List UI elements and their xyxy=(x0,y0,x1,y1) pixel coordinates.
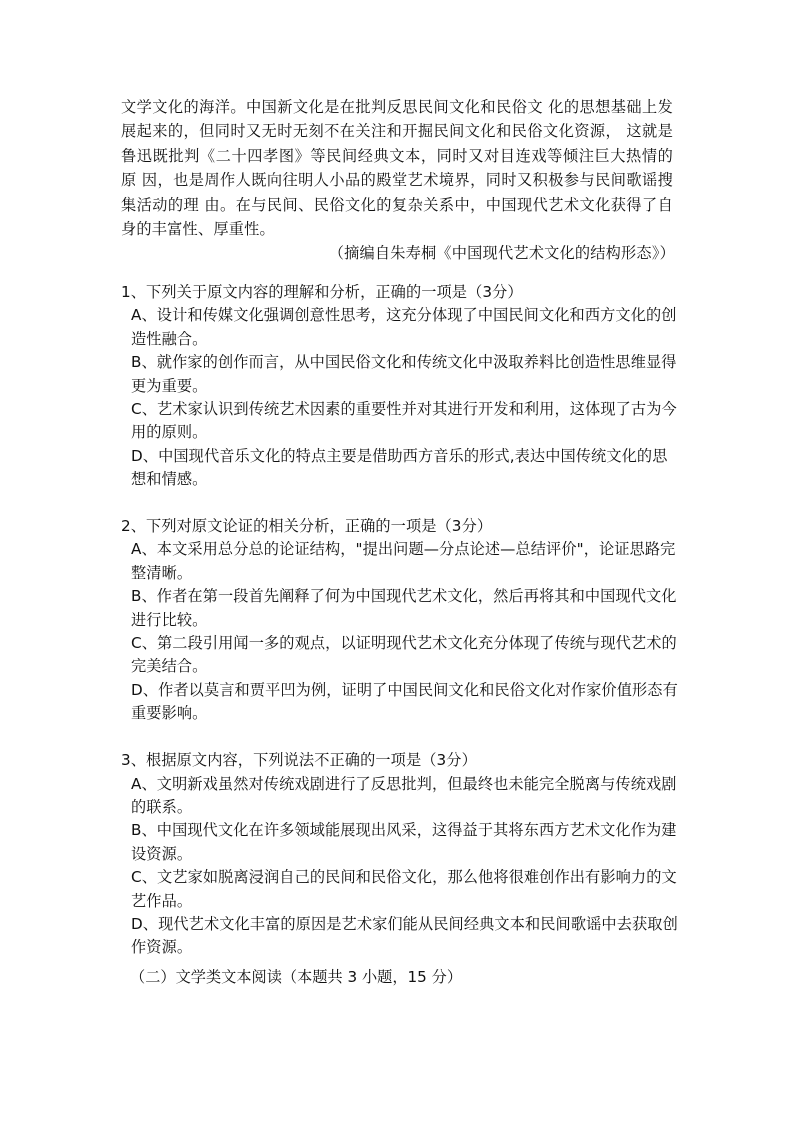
question-3 xyxy=(121,749,681,960)
questions-block xyxy=(121,281,681,983)
option-c: C、艺术家认识到传统艺术因素的重要性并对其进行开发和利用，这体现了古为今用的原则。 xyxy=(131,400,677,442)
section-heading: （二）文学类文本阅读（本题共 3 小题，15 分） xyxy=(130,968,463,986)
question-2 xyxy=(121,515,681,726)
question-1 xyxy=(121,281,681,492)
option-b: B、作者在第一段首先阐释了何为中国现代艺术文化，然后再将其和中国现代文化进行比较。 xyxy=(131,587,677,629)
option-a: A、本文采用总分总的论证结构，"提出问题—分点论述—总结评价"，论证思路完整清晰。 xyxy=(131,540,676,582)
option-c: C、文艺家如脱离浸润自己的民间和民俗文化，那么他将很难创作出有影响力的文艺作品。 xyxy=(131,868,677,910)
option-b: B、就作家的创作而言，从中国民俗文化和传统文化中汲取养料比创造性思维显得更为重要。 xyxy=(131,353,677,395)
option-d: D、现代艺术文化丰富的原因是艺术家们能从民间经典文本和民间歌谣中去获取创作资源。 xyxy=(131,914,678,957)
passage-block xyxy=(121,95,673,266)
question-stem: 1、下列关于原文内容的理解和分析，正确的一项是（3分） xyxy=(121,283,523,301)
option-d: D、中国现代音乐文化的特点主要是借助西方音乐的形式,表达中国传统文化的思想和情感。 xyxy=(131,446,668,489)
option-a: A、文明新戏虽然对传统戏剧进行了反思批判，但最终也未能完全脱离与传统戏剧的联系。 xyxy=(131,774,677,816)
option-c: C、第二段引用闻一多的观点，以证明现代艺术文化充分体现了传统与现代艺术的完美结合。 xyxy=(131,634,677,676)
option-a: A、设计和传媒文化强调创意性思考，这充分体现了中国民间文化和西方文化的创造性融合。 xyxy=(131,306,677,348)
passage-source: （摘编自朱寿桐《中国现代艺术文化的结构形态》） xyxy=(328,244,675,263)
option-d: D、作者以莫言和贾平凹为例，证明了中国民间文化和民俗文化对作家价值形态有重要影响。 xyxy=(131,680,678,723)
option-b: B、中国现代文化在许多领域能展现出风采，这得益于其将东西方艺术文化作为建设资源。 xyxy=(131,821,677,863)
passage-text: 文学文化的海洋。中国新文化是在批判反思民间文化和民俗文 化的思想基础上发展起来的，但同时又无时无刻不在关注和开掘民间文化和民俗文化资源， 这就是鲁迅既批判《二十四孝图》等民间经典文本，同时又对目连戏等倾注巨大热情的原 因，也是周作人既向往明人小品的殿堂艺术境界，同时又积极参与民间歌谣搜集活动的理 由。在与民间、民俗文化的复杂关系中，中国现代艺术文化获得了自身的丰富性、厚重性。 xyxy=(121,98,673,239)
question-stem: 2、下列对原文论证的相关分析，正确的一项是（3分） xyxy=(121,517,493,536)
question-stem: 3、根据原文内容，下列说法不正确的一项是（3分） xyxy=(121,751,477,770)
